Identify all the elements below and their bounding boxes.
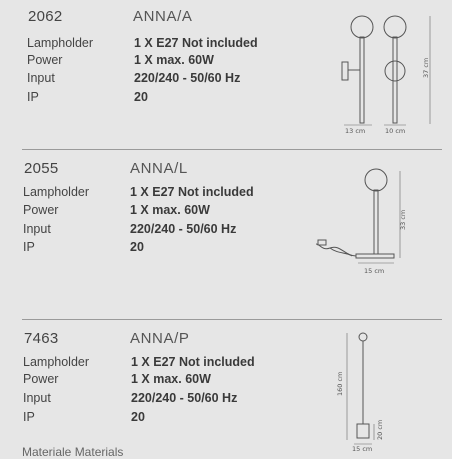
spec-value: 220/240 - 50/60 Hz <box>130 222 237 236</box>
wall-lamp-front-drawing <box>384 16 406 123</box>
spec-label: Power <box>23 203 59 217</box>
dimension-label: 33 cm <box>399 209 407 230</box>
dimension-label: 160 cm <box>336 371 344 396</box>
spec-label: IP <box>23 240 35 254</box>
spec-value: 1 X max. 60W <box>131 372 211 386</box>
spec-label: IP <box>23 410 35 424</box>
dimension-label: 37 cm <box>422 57 430 78</box>
spec-label: Power <box>23 372 59 386</box>
spec-value: 220/240 - 50/60 Hz <box>131 391 238 405</box>
spec-label: IP <box>27 90 39 104</box>
product-code: 2055 <box>24 160 59 177</box>
spec-label: Lampholder <box>23 185 90 199</box>
spec-label: Power <box>27 53 63 67</box>
spec-value: 20 <box>134 90 148 104</box>
floor-lamp-drawing <box>357 333 369 438</box>
spec-label: Input <box>23 222 51 236</box>
spec-value: 1 X E27 Not included <box>130 185 254 199</box>
spec-value: 220/240 - 50/60 Hz <box>134 71 241 85</box>
dimension-label: 20 cm <box>376 419 384 440</box>
dimension-label: 13 cm <box>345 127 366 135</box>
spec-value: 1 X max. 60W <box>130 203 210 217</box>
dimension-label: 15 cm <box>352 445 373 452</box>
dimension-label: 10 cm <box>385 127 406 135</box>
spec-value: 1 X E27 Not included <box>134 36 258 50</box>
dimension-label: 15 cm <box>364 267 385 275</box>
spec-value: 1 X max. 60W <box>134 53 214 67</box>
product-code: 2062 <box>28 8 63 25</box>
spec-value: 1 X E27 Not included <box>131 355 255 369</box>
spec-value: 20 <box>130 240 144 254</box>
product-model: ANNA/L <box>130 160 188 177</box>
product-model: ANNA/A <box>133 8 193 25</box>
spec-label: Lampholder <box>27 36 94 50</box>
wall-lamp-side-drawing <box>342 16 373 123</box>
spec-label: Input <box>27 71 55 85</box>
table-lamp-drawing <box>316 169 394 258</box>
spec-value: 20 <box>131 410 145 424</box>
footer-text: Materiale Materials <box>22 445 124 459</box>
product-code: 7463 <box>24 330 59 347</box>
spec-label: Input <box>23 391 51 405</box>
spec-label: Lampholder <box>23 355 90 369</box>
product-model: ANNA/P <box>130 330 190 347</box>
